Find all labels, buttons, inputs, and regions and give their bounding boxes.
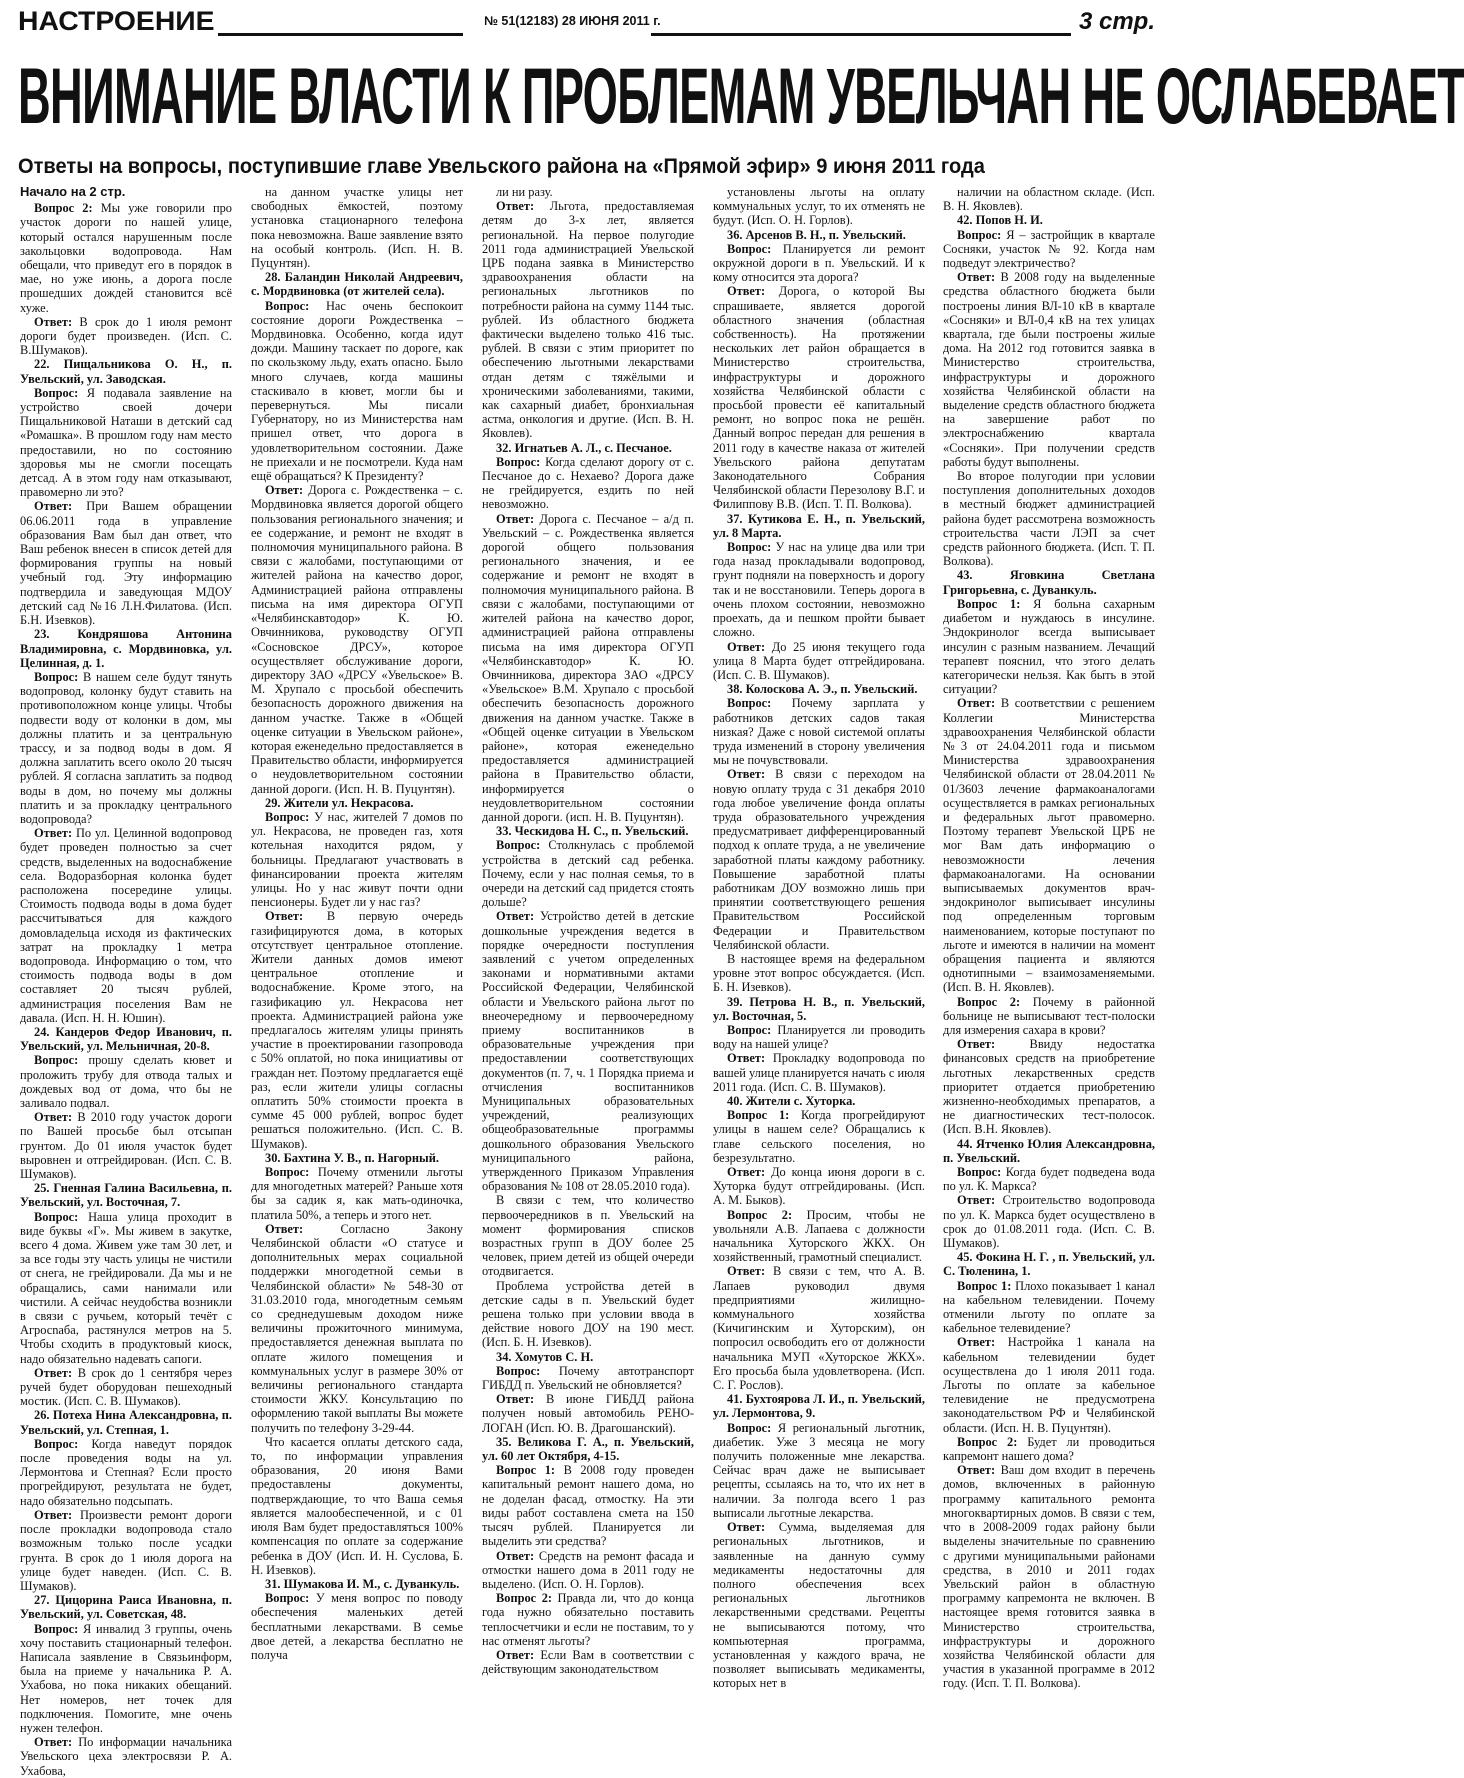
respondent-name: 39. Петрова Н. В., п. Увельский, ул. Восточная, 5. bbox=[713, 994, 925, 1023]
paragraph: Вопрос: Планируется ли проводить воду на нашей улице? bbox=[713, 1022, 925, 1052]
paragraph: наличии на областном складе. (Исп. В. Н. Яковлев). bbox=[943, 185, 1155, 214]
paragraph: Ответ: Согласно Закону Челябинской области «О статусе и дополнительных мерах социальной поддержки многодетной семьи в Челябинской области» № 548-30 от 31.03.2010 года, многодетным семьям со среднедушевым доходом ниже величины прожиточного минимума, предоставляется денежная выплата по оплате жилого помещения и коммунальных услуг в размере 30% от величины регионального стандарта стоимости ЖКУ. Консультацию по оформлению такой выплаты Вы можете получить по телефону 3-29-44. bbox=[251, 1221, 463, 1435]
paragraph: Вопрос 2: Правда ли, что до конца года нужно обязательно поставить теплосчетчики и если не поставим, то у нас отменят льготы? bbox=[482, 1591, 694, 1648]
paragraph: Вопрос 1: Плохо показывает 1 канал на кабельном телевидении. Почему отменили льготу по оплате за кабельное телевидение? bbox=[943, 1278, 1155, 1336]
respondent-name: 27. Цицорина Раиса Ивановна, п. Увельский, ул. Советская, 48. bbox=[20, 1593, 232, 1622]
column-1 bbox=[20, 184, 232, 1778]
paragraph: Ответ: Средств на ремонт фасада и отмостки нашего дома в 2011 году не выделено. (Исп. О. Н. Горлов). bbox=[482, 1548, 694, 1591]
headline-text: ВНИМАНИЕ ВЛАСТИ К ПРОБЛЕМАМ УВЕЛЬЧАН НЕ ОСЛАБЕВАЕТ bbox=[18, 52, 1464, 141]
issue-info: № 51(12183) 28 ИЮНЯ 2011 г. bbox=[484, 14, 661, 28]
paragraph: Вопрос: У меня вопрос по поводу обеспечения маленьких детей бесплатными лекарствами. В семье двое детей, а лекарства бесплатно не получа bbox=[251, 1591, 463, 1662]
paragraph: Вопрос: Когда сделают дорогу от с. Песчаное до с. Нехаево? Дорога даже не грейдируется, ездить по ней невозможно. bbox=[482, 454, 694, 512]
paragraph: Ответ: Сумма, выделяемая для региональных льготников, и заявленные на данную сумму медикаменты недостаточны для полного обеспечения всех региональных льготников лекарственными средствами. Рецепты не выписываются потому, что компьютерная программа, установленная у каждого врача, не позволяет выписывать медикаменты, которых нет в bbox=[713, 1520, 925, 1691]
paragraph: Ответ: В июне ГИБДД района получен новый автомобиль РЕНО-ЛОГАН (Исп. Ю. В. Драгошанский). bbox=[482, 1392, 694, 1435]
respondent-name: 36. Арсенов В. Н., п. Увельский. bbox=[727, 227, 906, 242]
respondent-name: 32. Игнатьев А. Л., с. Песчаное. bbox=[496, 440, 672, 455]
respondent-name: 35. Великова Г. А., п. Увельский, ул. 60 лет Октября, 4-15. bbox=[482, 1434, 694, 1464]
paragraph: Вопрос 2: Будет ли проводиться капремонт нашего дома? bbox=[943, 1434, 1155, 1464]
paragraph: Ответ: Дорога с. Рождественка – с. Мордвиновка является дорогой общего пользования регионального значения; и ее содержание, и ремонт не входят в полномочия муниципального района. В связи с жалобами, поступающими от жителей района на качество дорог, Администрацией района отправлены письма на имя директора ОГУП «Челябинскавтодор» К. Ю. Овчинникова, руководству ОГУП «Сосновское ДРСУ», которое осуществляет обслуживание дороги, директору ЗАО «ДРСУ «Увельское» В. М. Хрупало с просьбой обеспечить безопасность дорожного движения на данном участке. Также в «Общей оценке ситуации в Увельском районе», которая еженедельно предоставляется в Правительство области, информируется о неудовлетворительном состоянии данной дороги. (Исп. Н. В. Пуцунтян). bbox=[251, 483, 463, 796]
paragraph: Вопрос: прошу сделать кювет и проложить трубу для отвода талых и дождевых вод от дома, что бы не заливало подвал. bbox=[20, 1053, 232, 1110]
paragraph: установлены льготы на оплату коммунальных услуг, то их отменять не будут. (Исп. О. Н. Горлов). bbox=[713, 185, 925, 228]
paragraph: Вопрос: Почему отменили льготы для многодетных матерей? Раньше хотя бы за садик я, как мать-одиночка, платила 50%, а теперь и этого нет. bbox=[251, 1165, 463, 1222]
continuation-note: Начало на 2 стр. bbox=[20, 184, 126, 199]
paragraph: Ответ: В первую очередь газифицируются дома, в которых отсутствует центральное отопление. Жители данных домов имеют центральное отопление и водоснабжение. Кроме этого, на газификацию ул. Некрасова нет проекта. Администрацией района уже предлагалось жителям улицы принять участие в проектировании газопровода с 50% оплатой, но пока инициативы от граждан нет. Поэтому предлагается ещё раз, если жители улицы согласны оплатить 50% стоимости проекта в сумме 45 000 рублей, вопрос будет решаться положительно. (Исп. С. В. Шумаков). bbox=[251, 909, 463, 1151]
paragraph: Ответ: Устройство детей в детские дошкольные учреждения ведется в порядке очередности поступления заявлений с учетом определенных законами и нормативными актами Российской Федерации, Челябинской области и Увельского района льгот по внеочередному и первоочередному приему воспитанников в образовательные учреждения при предоставлении соответствующих документов (п. 7, ч. 1 Порядка приема и отчисления воспитанников Муниципальных образовательных учреждений, реализующих общеобразовательные программы дошкольного образования Увельского муниципального района, утвержденного Приказом Управления образования № 108 от 28.05.2010 года). bbox=[482, 909, 694, 1194]
paragraph: Ответ: В срок до 1 июля ремонт дороги будет произведен. (Исп. С. В.Шумаков). bbox=[20, 314, 232, 358]
paragraph: Ответ: Прокладку водопровода по вашей улице планируется начать с июля 2011 года. (Исп. С. В. Шумаков). bbox=[713, 1051, 925, 1094]
paragraph: Вопрос: Почему зарплата у работников детских садов такая низкая? Даже с новой системой оплаты труда изменений в сторону увеличения мы не почувствовали. bbox=[713, 696, 925, 768]
respondent-name: 45. Фокина Н. Г. , п. Увельский, ул. С. Тюленина, 1. bbox=[943, 1250, 1155, 1279]
respondent-name: 30. Бахтина У. В., п. Нагорный. bbox=[265, 1150, 439, 1165]
column-2 bbox=[251, 185, 463, 1662]
paragraph: Вопрос 2: Просим, чтобы не увольняли А.В. Лапаева с должности начальника Хуторского ЖКХ. Он хозяйственный, грамотный специалист. bbox=[713, 1207, 925, 1265]
paragraph: Вопрос: Нас очень беспокоит состояние дороги Рождественка – Мордвиновка. Особенно, когда идут дожди. Машину таскает по дороге, как по скользкому льду, ехать опасно. Было много случаев, когда машины стаскивало в кювет, могли бы и перевернуться. Мы писали Губернатору, но из Министерства нам пришел ответ, что дорога в удовлетворительном состоянии. Даже не приехали и не посмотрели. Куда нам ещё обращаться? К Президенту? bbox=[251, 298, 463, 484]
column-3 bbox=[482, 185, 694, 1677]
paragraph: Ответ: Произвести ремонт дороги после прокладки водопровода стало возможным только после усадки грунта. В срок до 1 июля дорога на улице будет наведен. (Исп. С. В. Шумаков). bbox=[20, 1507, 232, 1593]
respondent-name: 44. Ятченко Юлия Александровна, п. Увельский. bbox=[943, 1136, 1155, 1165]
paragraph: Вопрос 1: В 2008 году проведен капитальный ремонт нашего дома, но не доделан фасад, отмостку. На эти виды работ составлена смета на 150 тысяч рублей. Планируется ли выделить эти средства? bbox=[482, 1463, 694, 1549]
paragraph: Ответ: Ваш дом входит в перечень домов, включенных в районную программу капитального ремонта многоквартирных домов. В связи с тем, что в 2008-2009 годах району были выделены значительные по сравнению с другими муниципальными районами средства, в 2010 и 2011 годах Увельский район в областную программу капремонта не включен. В настоящее время готовится заявка в Министерство строительства, инфраструктуры и дорожного хозяйства Челябинской области для участия в указанной программе в 2012 году. (Исп. Т. П. Волкова). bbox=[943, 1463, 1155, 1691]
page-number: 3 стр. bbox=[1078, 8, 1155, 35]
paragraph: Ответ: В связи с тем, что А. В. Лапаев руководил двумя предприятиями жилищно-коммунального хозяйства (Кичигинским и Хуторским), он попросил освободить его от должности начальника МУП «Хуторское ЖКХ». Его просьба была удовлетворена. (Исп. С. Г. Рослов). bbox=[713, 1264, 925, 1393]
subheadline-text: Ответы на вопросы, поступившие главе Увельского района на «Прямой эфир» 9 июня 2011 года bbox=[18, 155, 985, 178]
paragraph: Вопрос: Когда будет подведена вода по ул. К. Маркса? bbox=[943, 1165, 1155, 1194]
paragraph: Ответ: В 2010 году участок дороги по Вашей просьбе был отсыпан грунтом. До 01 июля участок будет выровнен и отгрейдирован. (Исп. С. В. Шумаков). bbox=[20, 1110, 232, 1182]
paragraph: Вопрос: Почему автотранспорт ГИБДД п. Увельский не обновляется? bbox=[482, 1363, 694, 1393]
section-name: НАСТРОЕНИЕ bbox=[18, 6, 215, 36]
paragraph: Вопрос 2: Мы уже говорили про участок дороги по нашей улице, который остался нарушенным после закольцовки водопровода. Нам обещали, что приведут его в порядок в мае, но уже июнь, а дорога после прошедших дождей становится всё хуже. bbox=[20, 201, 232, 315]
respondent-name: 29. Жители ул. Некрасова. bbox=[265, 795, 414, 810]
respondent-name: 33. Ческидова Н. С., п. Увельский. bbox=[496, 824, 689, 839]
respondent-name: 28. Баландин Николай Андреевич, с. Мордвиновка (от жителей села). bbox=[251, 270, 463, 299]
paragraph: Ответ: В срок до 1 сентября через ручей будет оборудован пешеходный мостик. (Исп. С. В. Шумаков). bbox=[20, 1365, 232, 1409]
paragraph: Ответ: Настройка 1 канала на кабельном телевидении будет осуществлена до 1 июля 2011 года. Льготы по оплате за кабельное телевидение не предусмотрена законодательством РФ и Челябинской области. (Исп. Н. В. Пуцунтян). bbox=[943, 1335, 1155, 1435]
paragraph: Ответ: Дорога с. Песчаное – а/д п. Увельский – с. Рождественка является дорогой общего пользования регионального значения, и ее содержание и ремонт не входят в полномочия муниципального района. В связи с жалобами, поступающими от жителей района на качество дорог, администрацией района отправлены письма на имя директора ОГУП «Челябинскавтодор» К. Ю. Овчинникова, директора ЗАО «ДРСУ «Увельское» В.М. Хрупало с просьбой обеспечить безопасность дорожного движения на данном участке. Также в «Общей оценке ситуации в Увельском районе», которая еженедельно предоставляется администрацией района в Правительство области, информируется о неудовлетворительном состоянии данной дороги. (исп. Н. В. Пуцунтян). bbox=[482, 511, 694, 824]
paragraph: Вопрос: В нашем селе будут тянуть водопровод, колонку будут ставить на противоположном конце улицы. Чтобы подвести воду от колонки в дом, мы должны платить и за центральную трассу, и за подвод воды в дом. Я должна заплатить всего около 20 тысяч рублей. Я согласна заплатить за подвод воды в дом, но почему мы должны платить и за прокладку центрального водопровода? bbox=[20, 669, 232, 826]
respondent-name: 42. Попов Н. И. bbox=[957, 213, 1043, 228]
paragraph: Вопрос 1: Я больна сахарным диабетом и нуждаюсь в инсулине. Эндокринолог всегда выписывает инсулин с разным названием. Лечащий терапевт пояснил, что этого делать категорически нельзя. Как быть в этой ситуации? bbox=[943, 596, 1155, 697]
paragraph: Вопрос: Столкнулась с проблемой устройства в детский сад ребенка. Почему, если у нас полная семья, то в очереди на детский сад придется стоять дольше? bbox=[482, 838, 694, 910]
paragraph: Вопрос: У нас, жителей 7 домов по ул. Некрасова, не проведен газ, хотя котельная находится рядом, у больницы. Предлагают участвовать в финансировании проекта жителям улицы. Но у нас живут почти одни пенсионеры. Будет ли у нас газ? bbox=[251, 809, 463, 910]
paragraph: Вопрос: Наша улица проходит в виде буквы «Г». Мы живем в закутке, всего 4 дома. Живем уже там 30 лет, и за все годы эту часть улицы не чистили от снега, не грейдировали. Да мы и не обращались, сами нанимали или чистили. А сейчас неудобства возникли в связи с ручьем, который течёт с Агросnaба, растянулся метров на 5. Чтобы сходить в продуктовый киоск, надо обязательно надевать сапоги. bbox=[20, 1209, 232, 1366]
masthead-rule-right bbox=[651, 33, 1071, 36]
headline bbox=[18, 47, 1464, 147]
respondent-name: 34. Хомутов С. Н. bbox=[496, 1349, 594, 1364]
paragraph: Ответ: В связи с переходом на новую оплату труда с 31 декабря 2010 года любое увеличение фонда оплаты труда образовательного учреждения предусматривает дифференцированный подход к оплате труда, а не увеличение заработной платы каждому работнику. Повышение заработной платы работникам ДОУ возможно лишь при принятии соответствующего решения Правительством Российской Федерации и Правительством Челябинской области. bbox=[713, 767, 925, 952]
paragraph: Ответ: Льгота, предоставляемая детям до 3-х лет, является региональной. На первое полугодие 2011 года администрацией Увельской ЦРБ подана заявка в Министерство здравоохранения области на региональных льготников по потребности района на сумму 1144 тыс. рублей. Из областного бюджета фактически выделено только 416 тыс. рублей. В связи с этим приоритет по обеспечению льготными лекарствами отдан детям с тяжёлыми и хроническими заболеваниями, такими, как сахарный диабет, бронхиальная астма, онкология и другие. (Исп. В. Н. Яковлев). bbox=[482, 199, 694, 441]
paragraph: Ответ: По информации начальника Увельского цеха электросвязи Р. А. Ухабова, bbox=[20, 1735, 232, 1778]
paragraph: на данном участке улицы нет свободных ёмкостей, поэтому установка стационарного телефона пока невозможна. Ваше заявление взято на особый контроль. (Исп. Н. В. Пуцунтян). bbox=[251, 185, 463, 271]
paragraph: Ответ: По ул. Целинной водопровод будет проведен полностью за счет средств, выделенных на водоснабжение села. Водоразборная колонка будет расположена посередине улицы. Стоимость подвода воды в дома будет рассчитываться для каждого домовладельца исходя из фактических затрат на прокладку 1 метра водопровода. Информацию о том, что стоимость подвода воды в дом составляет 20 тысяч рублей, администрация поселения Вам не давала. (Исп. Н. Н. Юшин). bbox=[20, 826, 232, 1025]
respondent-name: 25. Гненная Галина Васильевна, п. Увельский, ул. Восточная, 7. bbox=[20, 1181, 232, 1210]
paragraph: Что касается оплаты детского сада, то, по информации управления образования, 20 июня Вами предоставлены документы, подтверждающие, то что Ваша семья является малообеспеченной, и с 01 июля Вам будет предоставляться 100% компенсация по оплате за содержание ребенка в ДОУ (Исп. И. Н. Суслова, Б. Н. Изевков). bbox=[251, 1434, 463, 1577]
paragraph: Ответ: Дорога, о которой Вы спрашиваете, является дорогой областного значения (областная собственность). На протяжении нескольких лет район обращается в Министерство строительства, инфраструктуры и дорожного хозяйства Челябинской области с просьбой провести её капитальный ремонт, но вопрос пока не решён. Данный вопрос передан для решения в 2011 году в качестве наказа от жителей Увельского района депутатам Законодательного Собрания Челябинской области Перезолову В.Г. и Филиппову В.В. (Исп. Т. П. Волкова). bbox=[713, 284, 925, 512]
paragraph: В настоящее время на федеральном уровне этот вопрос обсуждается. (Исп. Б. Н. Изевков). bbox=[713, 951, 925, 995]
column-5 bbox=[943, 185, 1156, 1691]
paragraph: Вопрос: Когда наведут порядок после проведения воды на ул. Лермонтова и Степная? Если просто прогрейдируют, результата не будет, надо обязательно подсыпать. bbox=[20, 1436, 232, 1508]
respondent-name: 22. Пищальникова О. Н., п. Увельский, ул. Заводская. bbox=[20, 357, 232, 386]
paragraph: Вопрос 2: Почему в районной больнице не выписывают тест-полоски для измерения сахара в крови? bbox=[943, 994, 1156, 1037]
respondent-name: 26. Потеха Нина Александровна, п. Увельский, ул. Степная, 1. bbox=[20, 1408, 232, 1437]
paragraph: Ответ: Ввиду недостатка финансовых средств на приобретение льготных лекарственных средств приоритет отдается приобретению жизненно-необходимых препаратов, а не диагностических тест-полосок. (Исп. В.Н. Яковлев). bbox=[943, 1037, 1155, 1137]
paragraph: Вопрос: Я региональный льготник, диабетик. Уже 3 месяца не могу получить положенные мне лекарства. Сейчас врач даже не выписывает рецепты, ссылаясь на то, что их нет в наличии. За полгода всего 1 раз выписали льготные лекарства. bbox=[713, 1420, 925, 1520]
paragraph: Ответ: До 25 июня текущего года улица 8 Марта будет отгрейдирована. (Исп. С. В. Шумаков). bbox=[713, 639, 925, 682]
paragraph: Вопрос 1: Когда прогрейдируют улицы в нашем селе? Обращались к главе сельского поселения, но безрезультатно. bbox=[713, 1108, 925, 1165]
column-4 bbox=[713, 185, 925, 1691]
paragraph: Вопрос: У нас на улице два или три года назад прокладывали водопровод, грунт подняли на поверхность и дорогу так и не восстановили. Теперь дорога в очень плохом состоянии, невозможно проехать, да и пешком пройти бывает сложно. bbox=[713, 540, 925, 640]
paragraph: ли ни разу. bbox=[496, 185, 553, 199]
respondent-name: 43. Яговкина Светлана Григорьевна, с. Дуванкуль. bbox=[943, 568, 1155, 597]
paragraph: Вопрос: Я подавала заявление на устройство своей дочери Пищальниковой Наташи в детский сад «Ромашка». В прошлом году нам место предоставили, но по состоянию здоровья мы не смогли посещать детсад. А в этом году нам отказывают, правомерно ли это? bbox=[20, 385, 232, 500]
respondent-name: 31. Шумакова И. М., с. Дуванкуль. bbox=[265, 1576, 460, 1591]
paragraph: Вопрос: Планируется ли ремонт окружной дороги в п. Увельский. И к кому относится эта дорога? bbox=[713, 241, 925, 285]
masthead bbox=[18, 6, 1155, 36]
subheadline bbox=[18, 152, 1155, 182]
paragraph: Ответ: При Вашем обращении 06.06.2011 года в управление образования Вам был дан ответ, что Ваш ребенок внесен в список детей для формирования группы на новый учебный год. Эту информацию подтвердила и заведующая МДОУ детский сад №16 Л.Н.Филатова. (Исп. Б.Н. Изевков). bbox=[20, 499, 232, 628]
respondent-name: 38. Колоскова А. Э., п. Увельский. bbox=[727, 682, 918, 697]
masthead-rule-left bbox=[218, 33, 463, 36]
paragraph: Ответ: Если Вам в соответствии с действующим законодательством bbox=[482, 1647, 694, 1677]
respondent-name: 37. Кутикова Е. Н., п. Увельский, ул. 8 Марта. bbox=[713, 511, 925, 540]
respondent-name: 23. Кондряшова Антонина Владимировна, с. Мордвиновка, ул. Целинная, д. 1. bbox=[20, 627, 232, 670]
paragraph: Ответ: Строительство водопровода по ул. К. Маркса будет осуществлено в срок до 01.08.2011 года. (Исп. С. В. Шумаков). bbox=[943, 1193, 1155, 1251]
paragraph: Вопрос: Я – застройщик в квартале Сосняки, участок № 92. Когда нам подведут электричество? bbox=[943, 227, 1155, 271]
paragraph: Ответ: В 2008 году на выделенные средства областного бюджета были построены линия ВЛ-10 кВ в квартале «Сосняки» и ВЛ-0,4 кВ на тех улицах квартала, где были построены жилые дома. На 2012 год готовится заявка в Министерство строительства, инфраструктуры и дорожного хозяйства Челябинской области на выделение средств областного бюджета на завершение работ по электроснабжению квартала «Сосняки». При получении средств работы будут выполнены. bbox=[943, 270, 1155, 469]
paragraph: Вопрос: Я инвалид 3 группы, очень хочу поставить стационарный телефон. Написала заявление в Связьинформ, была на приеме у начальника Р. А. Ухабова, но пока никаких обещаний. Нет номеров, нет точек для подключения. Помогите, мне очень нужен телефон. bbox=[20, 1621, 232, 1735]
article-body bbox=[20, 184, 1156, 1778]
respondent-name: 40. Жители с. Хуторка. bbox=[727, 1094, 856, 1108]
paragraph: Ответ: До конца июня дороги в с. Хуторка будут отгрейдированы. (Исп. А. М. Быков). bbox=[713, 1165, 925, 1208]
paragraph: В связи с тем, что количество первоочередников в п. Увельский на момент формирования списков возрастных групп в ДОУ более 25 человек, прием детей из общей очереди отодвигается. bbox=[482, 1193, 694, 1279]
paragraph: Проблема устройства детей в детские сады в п. Увельский будет решена только при условии ввода в действие нового ДОУ на 190 мест. (Исп. Б. Н. Изевков). bbox=[482, 1278, 694, 1350]
paragraph: Ответ: В соответствии с решением Коллегии Министерства здравоохранения Челябинской области №3 от 24.04.2011 года и письмом Министерства здравоохранения Челябинской области от 28.04.2011 № 01/3603 лечение фармакоаналогами осуществляется в рамках региональных и федеральных льгот правомерно. Поэтому терапевт Увельской ЦРБ не мог Вам дать информацию о невозможности лечения фармакоаналогами. На основании выписываемых документов врач-эндокринолог выписывает инсулины под определенным торговым наименованием, которые поступают по льготе и имеются в наличии на момент обращения пациента и являются однотипными – взаимозаменяемыми. (Исп. В. Н. Яковлев). bbox=[943, 696, 1155, 995]
paragraph: Во второе полугодии при условии поступления дополнительных доходов в местный бюджет администрацией района будет рассмотрена возможность строительства части ЛЭП за счет средств районного бюджета. (Исп. Т. П. Волкова). bbox=[943, 469, 1155, 569]
respondent-name: 24. Кандеров Федор Иванович, п. Увельский, ул. Мельничная, 20-8. bbox=[20, 1024, 232, 1054]
respondent-name: 41. Бухтоярова Л. И., п. Увельский, ул. Лермонтова, 9. bbox=[713, 1392, 925, 1421]
